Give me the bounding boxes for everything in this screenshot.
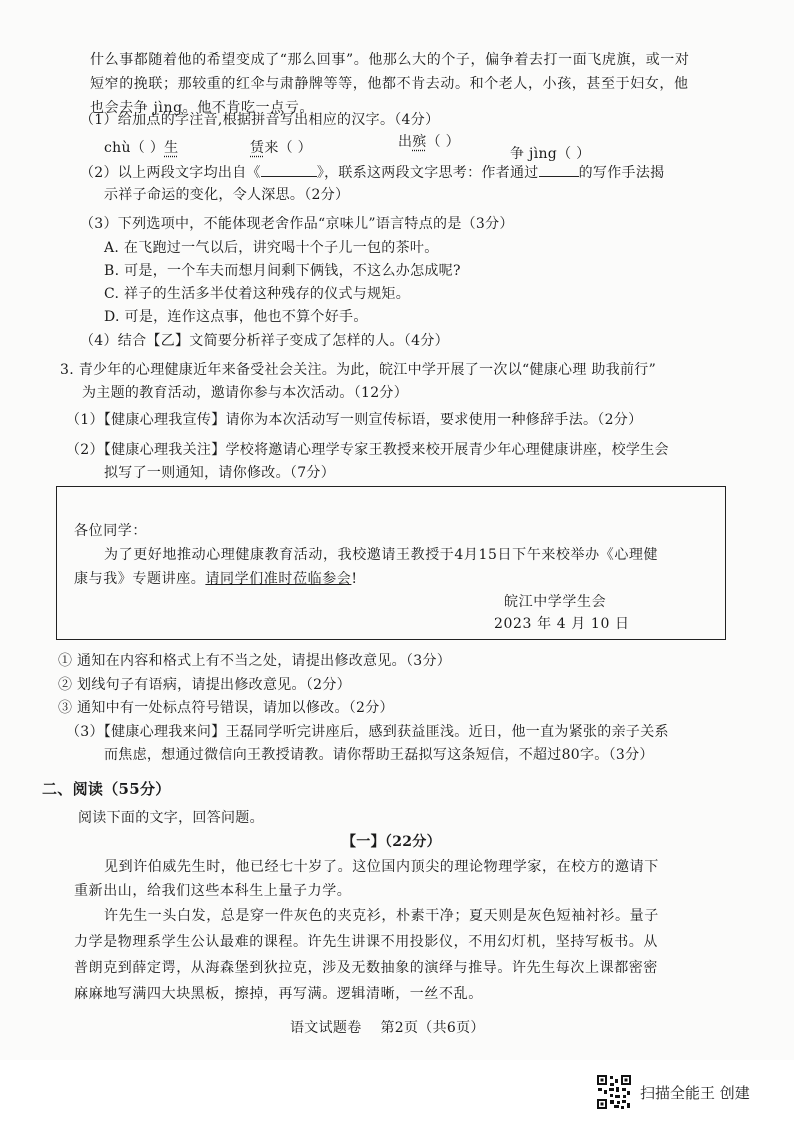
question-4: （4）结合【乙】文简要分析祥子变成了怎样的人。（4分） [80, 333, 449, 349]
q3-option-b: B. 可是，一个车夫而想月间剩下俩钱，不这么办怎成呢? [104, 263, 461, 279]
question-3: （3）下列选项中，不能体现老舍作品“京味儿”语言特点的是（3分） [80, 216, 514, 232]
section-3-line-1: 3. 青少年的心理健康近年来备受社会关注。为此，皖江中学开展了一次以“健康心理 助我前行” [60, 362, 657, 378]
sub-item-3: ③ 通知中有一处标点符号错误，请加以修改。（2分） [58, 700, 394, 716]
notice-signer: 皖江中学学生会 [504, 594, 607, 610]
sub-item-1: ① 通知在内容和格式上有不当之处，请提出修改意见。（3分） [58, 653, 452, 669]
reading-part-title: 【一】（22分） [342, 834, 441, 850]
page-footer: 语文试题卷 第2页（共6页） [290, 1020, 485, 1036]
notice-date: 2023 年 4 月 10 日 [494, 616, 630, 632]
q1-item-2: 赁来（ ） [250, 140, 312, 156]
q3-option-a: A. 在飞跑过一气以后，讲究喝十个子儿一包的茶叶。 [104, 240, 439, 256]
passage-line-2: 短窄的挽联；那较重的红伞与肃静牌等等，他都不肯去动。和个老人，小孩，甚至于妇女，他 [90, 76, 689, 92]
section-3-sub-1: （1）【健康心理我宣传】请你为本次活动写一则宣传标语，要求使用一种修辞手法。（2分） [66, 412, 643, 428]
reading-line-6: 麻麻地写满四大块黑板，擦掉，再写满。逻辑清晰，一丝不乱。 [74, 986, 483, 1002]
reading-line-1: 见到许伯威先生时，他已经七十岁了。这位国内顶尖的理论物理学家，在校方的邀请下 [104, 859, 659, 875]
section-3-sub-3-line-2: 而焦虑，想通过微信向王教授请教。请你帮助王磊拟写这条短信，不超过80字。（3分） [104, 747, 654, 763]
section-3-sub-2-line-2: 拟写了一则通知，请你修改。（7分） [104, 465, 336, 481]
reading-line-2: 重新出山，给我们这些本科生上量子力学。 [74, 883, 352, 899]
reading-line-4: 力学是物理系学生公认最难的课程。许先生讲课不用投影仪，不用幻灯机，坚持写板书。从 [74, 934, 658, 950]
notice-underlined-sentence: 请同学们准时莅临参会 [205, 571, 352, 587]
question-2: （2）以上两段文字均出自《 》，联系这两段文字思考：作者通过 的写作手法揭 [80, 162, 664, 183]
reading-heading: 二、阅读（55分） [42, 780, 171, 798]
notice-greeting: 各位同学： [74, 523, 147, 539]
section-3-line-2: 为主题的教育活动，邀请你参与本次活动。（12分） [82, 385, 409, 401]
reading-line-3: 许先生一头白发，总是穿一件灰色的夹克衫，朴素干净；夏天则是灰色短袖衬衫。量子 [104, 908, 659, 924]
question-2-line-2: 示祥子命运的变化，令人深思。（2分） [104, 187, 350, 203]
qr-code-icon [596, 1074, 632, 1110]
reading-instruction: 阅读下面的文字，回答问题。 [78, 810, 264, 826]
q1-item-3: 出殡（ ） [398, 134, 460, 150]
q1-item-4: 争 jìng（ ） [510, 146, 591, 162]
notice-body-2: 康与我》专题讲座。请同学们准时莅临参会! [74, 571, 358, 587]
q1-item-1: chù（ ）生 [104, 140, 179, 156]
q3-option-c: C. 祥子的生活多半仗着这种残存的仪式与规矩。 [104, 286, 411, 302]
scanner-watermark: 扫描全能王 创建 [640, 1084, 750, 1102]
sub-item-2: ② 划线句子有语病，请提出修改意见。（2分） [58, 677, 351, 693]
notice-body-1: 为了更好地推动心理健康教育活动，我校邀请王教授于4月15日下午来校举办《心理健 [104, 547, 659, 563]
passage-line-3: 也会去争 jìng。他不肯吃一点亏。 [90, 100, 315, 116]
question-1: （1）给加点的字注音,根据拼音写出相应的汉字。（4分） [80, 112, 440, 128]
section-3-sub-3: （3）【健康心理我来问】王磊同学听完讲座后，感到获益匪浅。近日，他一直为紧张的亲子关系 [66, 724, 669, 740]
passage-line-1: 什么事都随着他的希望变成了“那么回事”。他那么大的个子，偏争着去打一面飞虎旗，或一对 [90, 52, 690, 68]
reading-line-5: 普朗克到薛定谔，从海森堡到狄拉克，涉及无数抽象的演绎与推导。许先生每次上课都密密 [74, 960, 658, 976]
section-3-sub-2: （2）【健康心理我关注】学校将邀请心理学专家王教授来校开展青少年心理健康讲座，校学生会 [66, 442, 669, 458]
q3-option-d: D. 可是，连作这点事，他也不算个好手。 [104, 309, 368, 325]
